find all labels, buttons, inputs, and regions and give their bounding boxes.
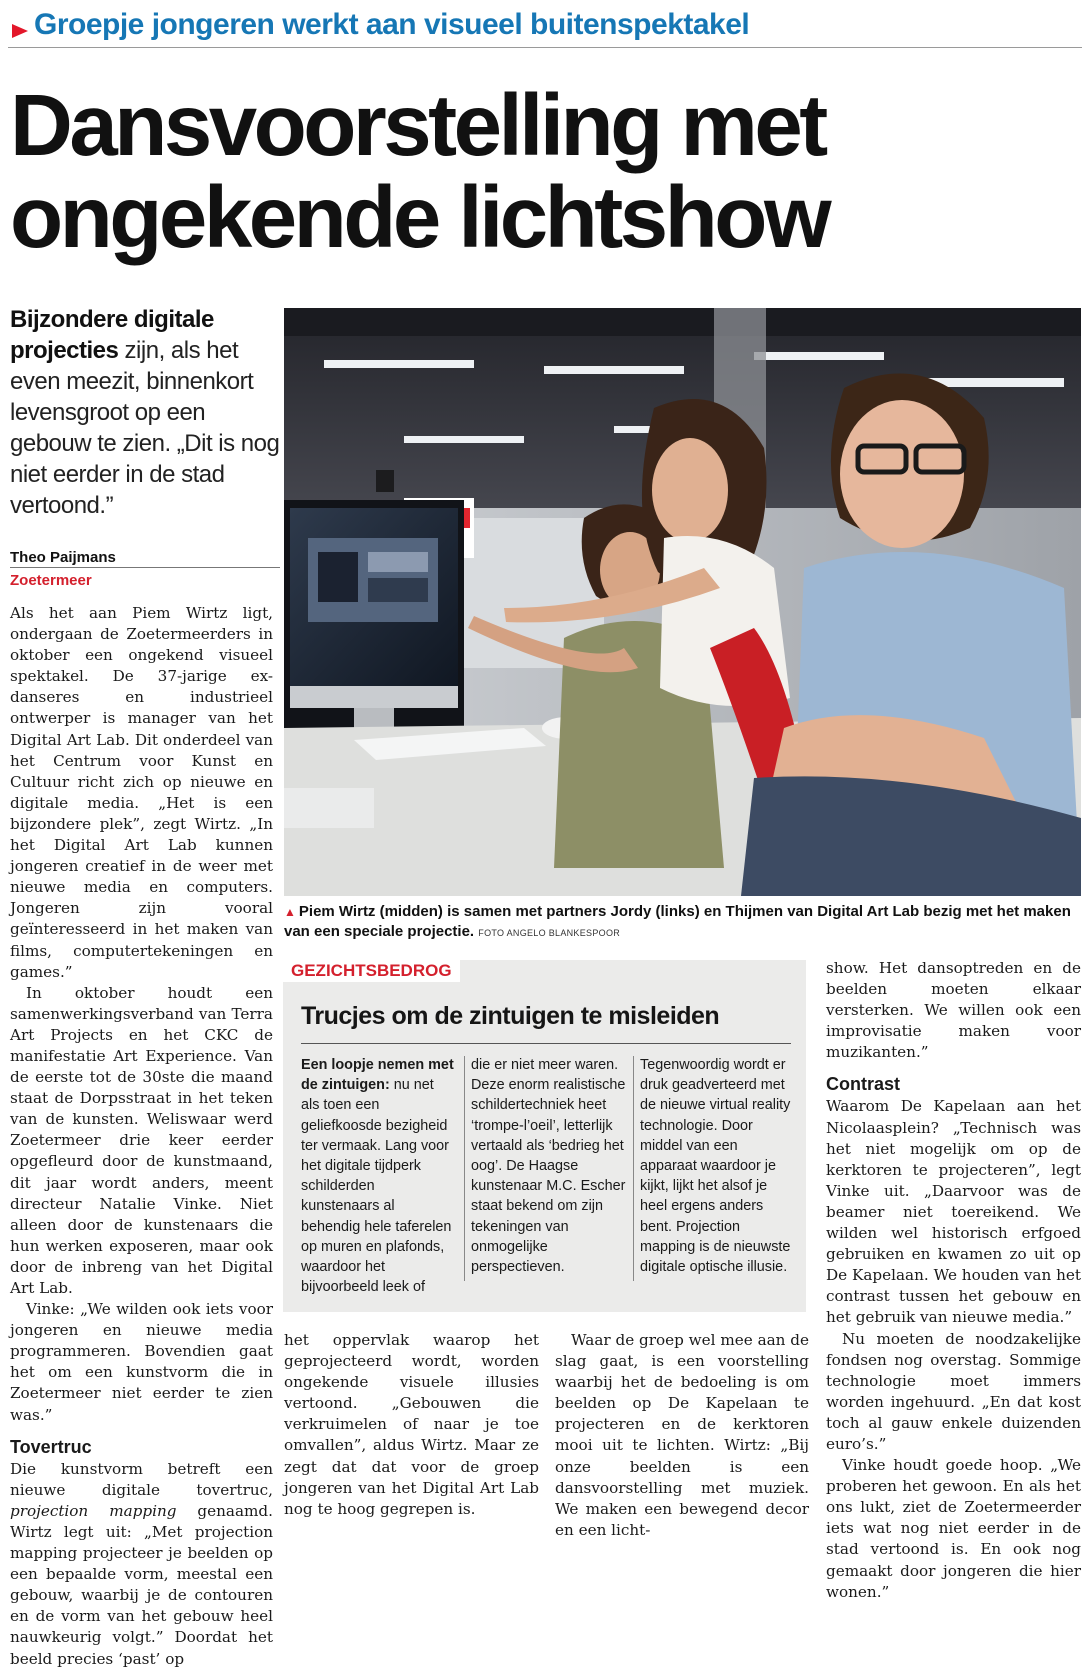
photo-caption [284,902,1081,943]
article-column-1 [10,603,273,1670]
article-column-3 [555,1330,809,1541]
byline: Theo Paijmans [10,549,280,568]
article-column-4 [826,958,1081,1603]
caption-triangle-icon: ▲ [284,905,296,919]
article-column-2 [284,1330,539,1520]
paragraph: Waarom De Kapelaan aan het Nicolaasplein? „Technisch was het niet mogelijk om op de kerktoren te projecteren”, legt Vinke uit. „Daarvoor was de beamer niet toereikend. We wilden wel historisch erfgoed gebruiken en kwamen zo uit op De Kapelaan. We houden van het contrast tussen het gebouw en het gebruik van nieuwe media.” [826,1097,1081,1327]
sidebar-label: GEZICHTSBEDROG [283,960,460,982]
dateline: Zoetermeer [10,572,92,589]
caption-text: Piem Wirtz (midden) is samen met partners Jordy (links) en Thijmen van Digital Art Lab bezig met het maken van een speciale projectie. [284,903,1071,940]
paragraph: het oppervlak waarop het geprojecteerd wordt, worden ongekende visuele illusies vertoond. „Gebouwen die verkruimelen of naar je toe omvallen”, aldus Wirtz. Maar ze zegt dat dat voor de groep jongeren van het Digital Art Lab nog te hoog gegrepen is. [284,1331,539,1518]
sidebar-column-divider [464,1056,465,1281]
headline-line-2: ongekende lichtshow [10,169,829,266]
lead-bold: Bijzondere digitale projecties [10,306,214,364]
paragraph: show. Het dansoptreden en de beelden moeten elkaar versterken. We willen ook een improvisatie maken voor muzikanten.” [826,959,1081,1062]
sidebar-column-divider [633,1056,634,1281]
sidebar-title: Trucjes om de zintuigen te misleiden [301,1002,720,1030]
lead-rest: zijn, als het even meezit, binnenkort levensgroot op een gebouw te zien. „Dit is nog niet eerder in de stad vertoond.” [10,337,280,519]
sidebar-column-1: Een loopje nemen met de zintuigen: nu net als toen een geliefkoosde bezigheid ter vermaak. Lang voor het digitale tijdperk schilderden kunstenaars al behendig hele taferelen op muren en plafonds, waardoor het bijvoorbeeld leek of [301,1057,454,1296]
subheading-tovertruc: Tovertruc [10,1436,92,1457]
sidebar-divider [301,1043,791,1044]
emphasis: projection mapping [10,1501,177,1520]
paragraph: Nu moeten de noodzakelijke fondsen nog overstag. Sommige technologie moet immers worden ingehuurd. „En dat kost toch al gauw enkele duizenden euro’s.” [826,1329,1081,1453]
lead-intro [10,304,280,521]
subheading-contrast: Contrast [826,1074,901,1095]
paragraph: Waar de groep wel mee aan de slag gaat, is een voorstelling waarbij het de bedoeling is om beelden op De Kapelaan te projecteren en de kerktoren mooi uit te lichten. Wirtz: „Bij onze beelden is een dansvoorstelling met muziek. We maken een bewegend decor en een licht- [555,1331,809,1539]
paragraph: Die kunstvorm betreft een nieuwe digitale tovertruc, projection mapping genaamd. Wirtz legt uit: „Met projection mapping projecteer je beelden op een bepaalde vorm, meestal een gebouw, waarbij je de contouren en de vorm van het gebouw heel nauwkeurig volgt.” Doordat het beeld precies ‘past’ op [10,1459,273,1668]
sidebar-bold-intro: Een loopje nemen met de zintuigen: [301,1057,454,1094]
paragraph: Vinke houdt goede hoop. „We proberen het gewoon. En als het ons lukt, ziet de Zoetermeerder iets wat nog niet eerder in de stad vertoond is. En ook nog gemaakt door jongeren die hier wonen.” [826,1456,1081,1601]
kicker-arrow-icon [12,24,28,38]
article-photo [284,308,1081,896]
headline-line-1: Dansvoorstelling met [10,77,825,174]
kicker-bar [8,6,1082,48]
kicker: Groepje jongeren werkt aan visueel buitenspektakel [34,8,750,41]
sidebar-column-3: Tegenwoordig wordt er druk geadverteerd met de nieuwe virtual reality technologie. Door middel van een apparaat waardoor je kijkt, lijkt het alsof je heel ergens anders bent. Projection mapping is de nieuwste digitale optische illusie. [640,1057,791,1276]
paragraph: Als het aan Piem Wirtz ligt, ondergaan de Zoetermeerders in oktober een ongekend visueel spektakel. De 37-jarige ex-danseres en industrieel ontwerper is manager van het Digital Art Lab. Dit onderdeel van het Centrum voor Kunst en Cultuur richt zich op nieuwe en digitale media. „Het is een bijzondere plek”, zegt Wirtz. „In het Digital Art Lab kunnen jongeren creatief in de weer met nieuwe media en computers. Jongeren zijn vooral geïnteresseerd in het maken van films, computertekeningen en games.” [10,604,273,981]
sidebar-box [283,960,806,1312]
paragraph: Vinke: „We wilden ook iets voor jongeren en nieuwe media programmeren. Bovendien gaat het om een kunstvorm die in Zoetermeer niet eerder te zien was.” [10,1300,273,1424]
paragraph: In oktober houdt een samenwerkingsverband van Terra Art Projects en het CKC de manifestatie Art Experience. Van de eerste tot de 30ste die maand staat de Dorpsstraat in het teken van de kunsten. Weliswaar werd Zoetermeer drie keer eerder opgefleurd door de kunstmaand, dit jaar wordt anders, meent directeur Natalie Vinke. Niet alleen door de kunstenaars die hun werken exposeren, maar ook door de inbreng van het Digital Art Lab. [10,983,273,1297]
headline [10,77,1080,266]
photo-credit: FOTO ANGELO BLANKESPOOR [478,928,621,938]
sidebar-column-2: die er niet meer waren. Deze enorm realistische schildertechniek heet ‘trompe-l’oeil’, letterlijk vertaald als ‘bedrieg het oog’. De Haagse kunstenaar M.C. Escher staat bekend om zijn tekeningen van onmogelijke perspectieven. [471,1057,626,1276]
